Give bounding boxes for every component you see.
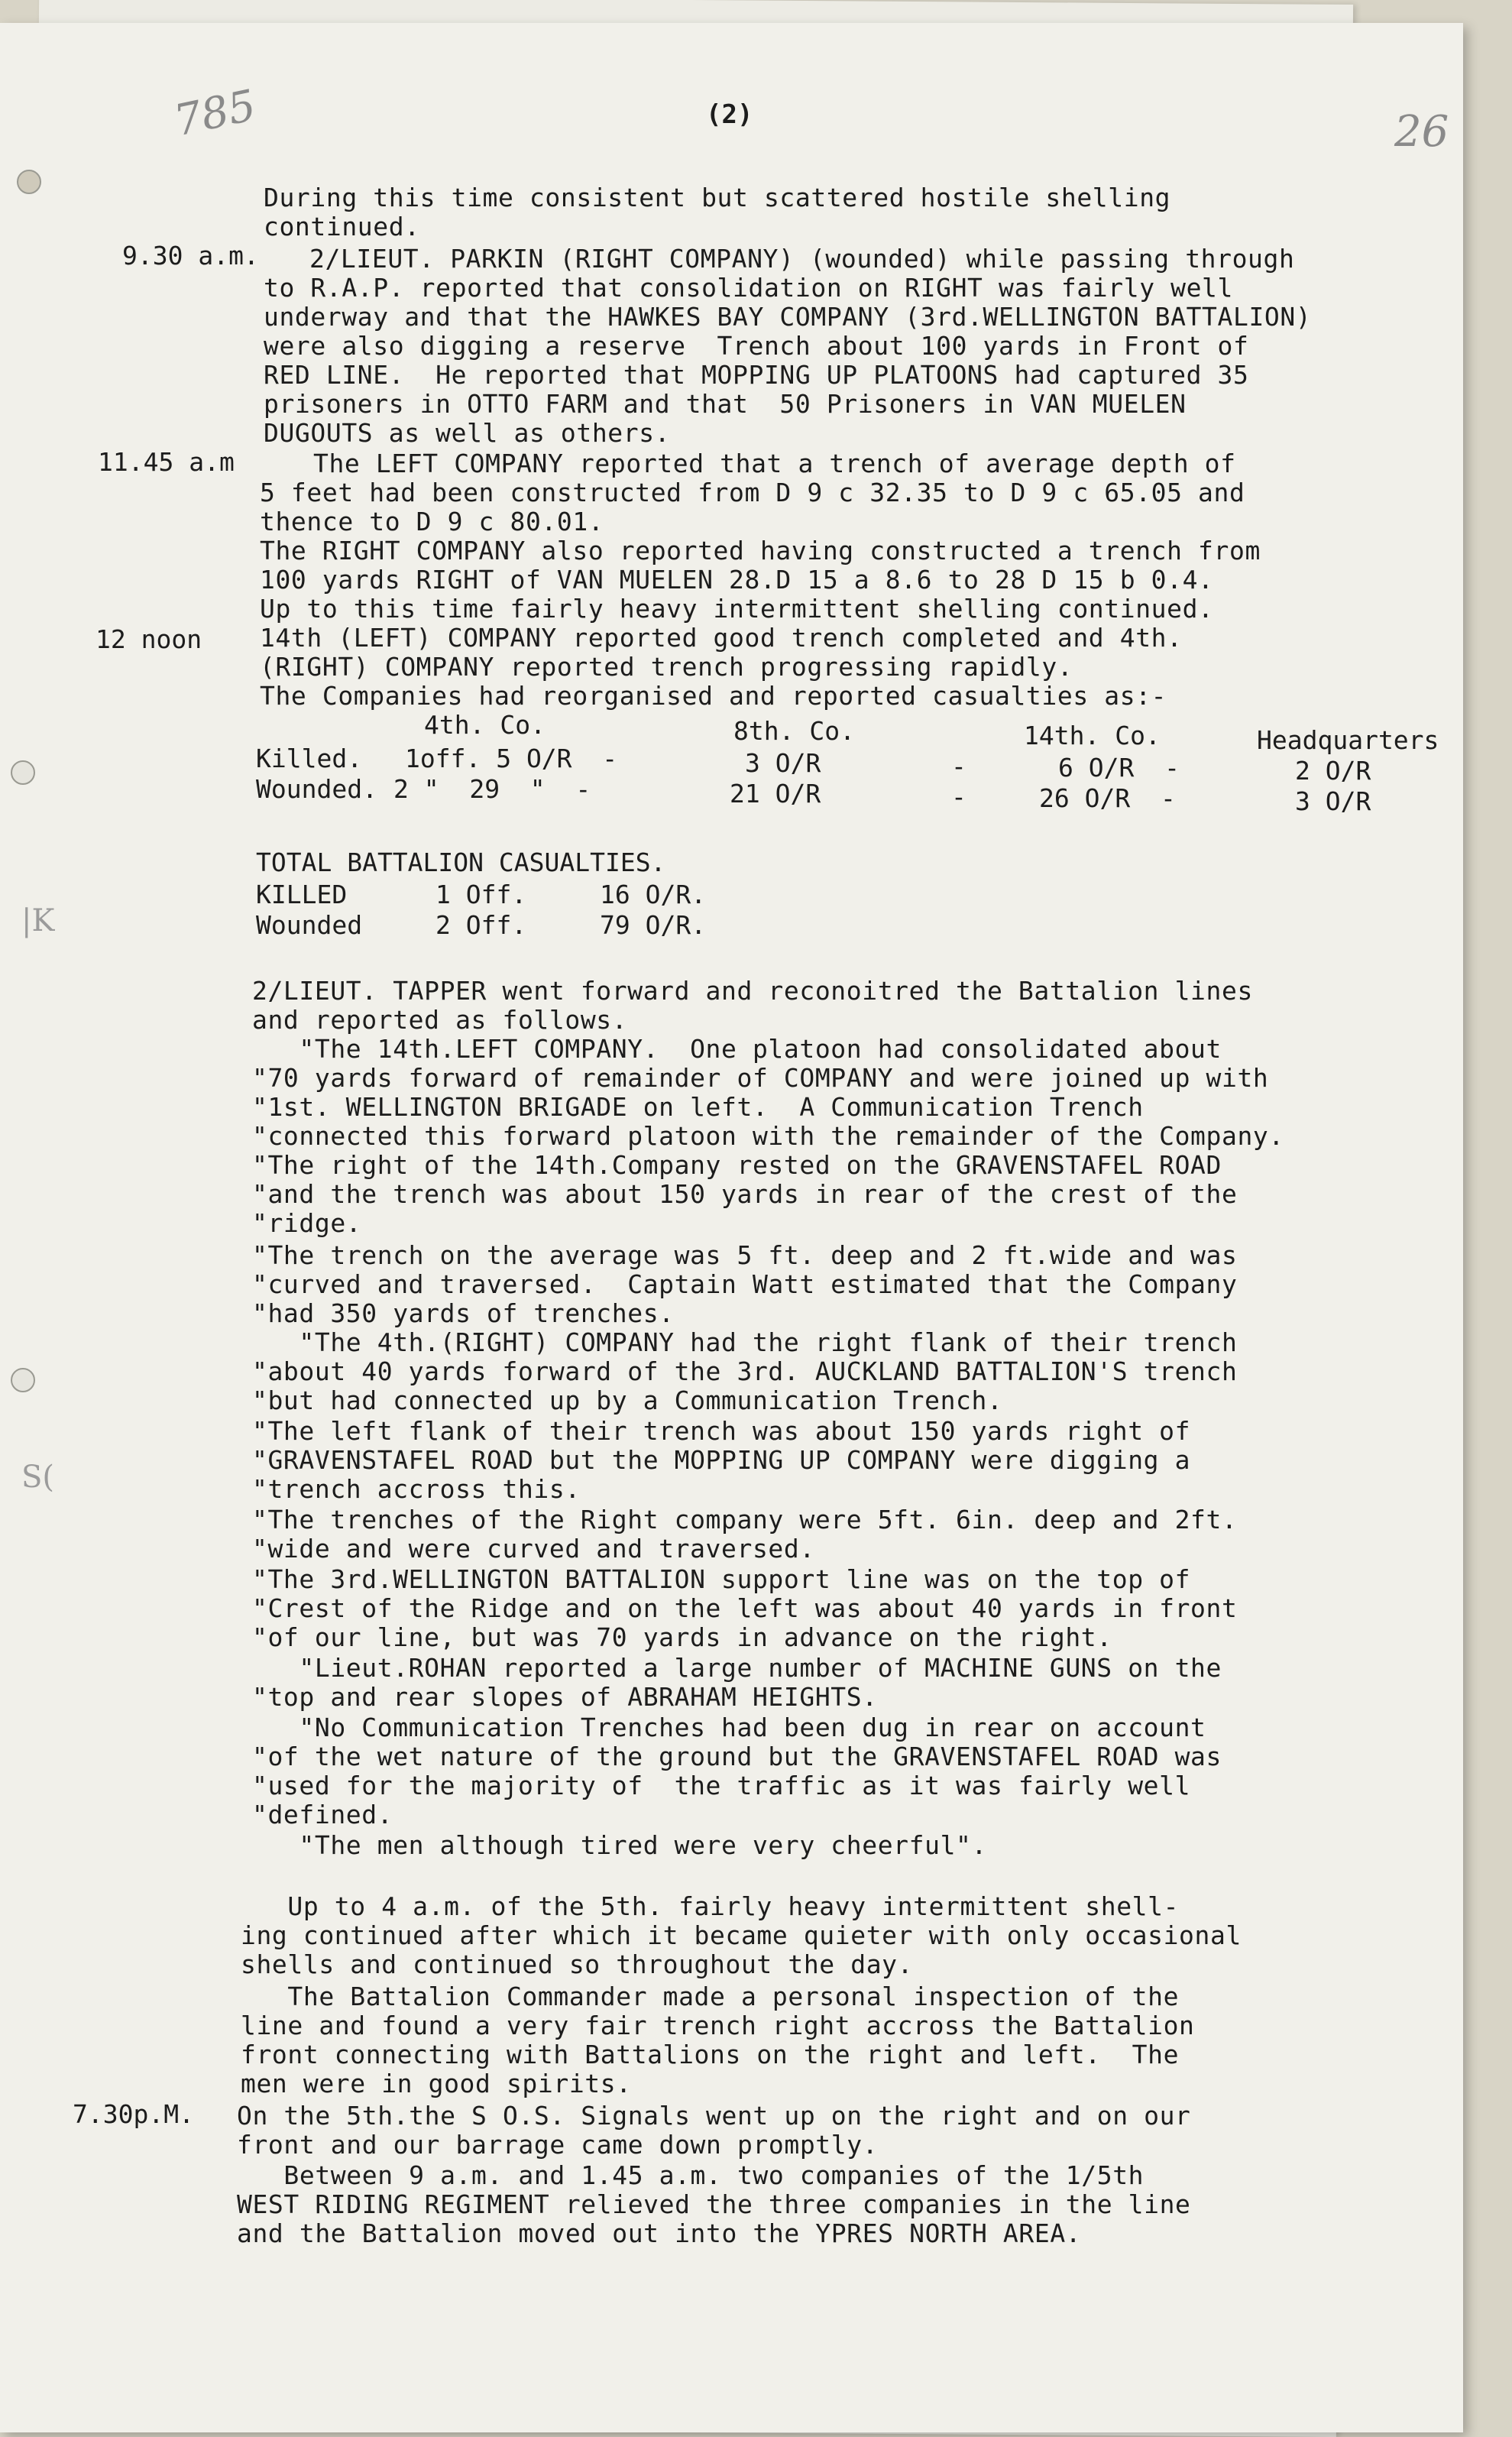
pencil-mark: |K	[21, 903, 55, 938]
totals-or: 16 O/R.	[600, 880, 707, 909]
text-line: 2/LIEUT. TAPPER went forward and reconoitred the Battalion lines	[252, 976, 1253, 1006]
text-line: line and found a very fair trench right accross the Battalion	[241, 2011, 1195, 2040]
handwritten-folio-right: 26	[1394, 107, 1449, 157]
casualty-header: Headquarters	[1257, 725, 1439, 755]
text-line: continued.	[264, 212, 420, 241]
text-line: WEST RIDING REGIMENT relieved the three companies in the line	[237, 2189, 1191, 2219]
pencil-mark: S(	[21, 1460, 55, 1495]
casualty-cell: 3 O/R	[745, 748, 821, 778]
punch-hole	[11, 760, 35, 785]
text-line: "Crest of the Ridge and on the left was about 40 yards in front	[252, 1593, 1238, 1623]
text-line: The LEFT COMPANY reported that a trench of average depth of	[313, 449, 1236, 478]
text-line: "The 3rd.WELLINGTON BATTALION support line was on the top of	[252, 1564, 1191, 1594]
text-line: thence to D 9 c 80.01.	[260, 507, 604, 536]
text-line: "The men although tired were very cheerful".	[252, 1830, 987, 1860]
text-line: "1st. WELLINGTON BRIGADE on left. A Communication Trench	[252, 1092, 1144, 1122]
text-line: "of our line, but was 70 yards in advance on the right.	[252, 1622, 1112, 1652]
text-line: "of the wet nature of the ground but the GRAVENSTAFEL ROAD was	[252, 1742, 1222, 1771]
text-line: "Lieut.ROHAN reported a large number of MACHINE GUNS on the	[252, 1653, 1222, 1683]
text-line: to R.A.P. reported that consolidation on RIGHT was fairly well	[264, 273, 1233, 303]
text-line: RED LINE. He reported that MOPPING UP PLATOONS had captured 35	[264, 360, 1249, 390]
entry-time: 11.45 a.m	[98, 447, 235, 477]
text-line: "but had connected up by a Communication Trench.	[252, 1385, 1003, 1415]
casualty-cell: 2 " 29 " -	[393, 774, 591, 804]
text-line: "connected this forward platoon with the remainder of the Company.	[252, 1121, 1284, 1151]
text-line: "defined.	[252, 1800, 393, 1829]
totals-row-label: Wounded	[256, 910, 363, 940]
text-line: "No Communication Trenches had been dug in rear on account	[252, 1713, 1206, 1742]
text-line: Up to this time fairly heavy intermittent shelling continued.	[260, 594, 1214, 624]
text-line: "The left flank of their trench was about 150 yards right of	[252, 1416, 1191, 1446]
text-line: ing continued after which it became quieter with only occasional	[241, 1920, 1242, 1950]
casualty-cell: 26 O/R -	[1039, 783, 1176, 813]
text-line: "about 40 yards forward of the 3rd. AUCKLAND BATTALION'S trench	[252, 1356, 1238, 1386]
text-line: "and the trench was about 150 yards in rear of the crest of the	[252, 1179, 1238, 1209]
casualty-cell: 6 O/R -	[1058, 753, 1180, 783]
casualty-header: 8th. Co.	[733, 716, 855, 746]
casualty-header: 14th. Co.	[1024, 721, 1161, 750]
casualty-cell: -	[951, 782, 966, 812]
casualty-cell: 2 O/R	[1295, 756, 1371, 786]
text-line: 5 feet had been constructed from D 9 c 32.35 to D 9 c 65.05 and	[260, 478, 1245, 507]
text-line: Between 9 a.m. and 1.45 a.m. two companies of the 1/5th	[237, 2160, 1145, 2190]
totals-title: TOTAL BATTALION CASUALTIES.	[256, 847, 666, 877]
text-line: underway and that the HAWKES BAY COMPANY (3rd.WELLINGTON BATTALION)	[264, 302, 1312, 332]
text-line: On the 5th.the S O.S. Signals went up on the right and on our	[237, 2101, 1191, 2131]
text-line: "The 14th.LEFT COMPANY. One platoon had consolidated about	[252, 1034, 1222, 1064]
totals-row-label: KILLED	[256, 880, 348, 909]
text-line: "The trenches of the Right company were 5ft. 6in. deep and 2ft.	[252, 1505, 1238, 1534]
text-line: 14th (LEFT) COMPANY reported good trench completed and 4th.	[260, 623, 1183, 653]
text-line: "GRAVENSTAFEL ROAD but the MOPPING UP COMPANY were digging a	[252, 1445, 1191, 1475]
text-line: "The 4th.(RIGHT) COMPANY had the right flank of their trench	[252, 1327, 1238, 1357]
text-line: shells and continued so throughout the day.	[241, 1949, 914, 1979]
text-line: 2/LIEUT. PARKIN (RIGHT COMPANY) (wounded) while passing through	[309, 244, 1295, 274]
text-line: "trench accross this.	[252, 1474, 581, 1504]
totals-or: 79 O/R.	[600, 910, 707, 940]
text-line: "curved and traversed. Captain Watt estimated that the Company	[252, 1269, 1238, 1299]
text-line: "used for the majority of the traffic as it was fairly well	[252, 1771, 1191, 1800]
punch-hole	[17, 170, 41, 194]
casualty-cell: -	[951, 751, 966, 781]
text-line: were also digging a reserve Trench about 100 yards in Front of	[264, 331, 1249, 361]
text-line: The Companies had reorganised and reported casualties as:-	[260, 681, 1167, 711]
text-line: Up to 4 a.m. of the 5th. fairly heavy intermittent shell-	[241, 1891, 1180, 1921]
casualty-cell: 21 O/R	[730, 779, 821, 809]
text-line: "wide and were curved and traversed.	[252, 1534, 815, 1564]
text-line: (RIGHT) COMPANY reported trench progressing rapidly.	[260, 652, 1073, 682]
punch-hole	[11, 1368, 35, 1392]
text-line: "top and rear slopes of ABRAHAM HEIGHTS.	[252, 1682, 878, 1712]
text-line: 100 yards RIGHT of VAN MUELEN 28.D 15 a 8.6 to 28 D 15 b 0.4.	[260, 565, 1214, 595]
text-line: front connecting with Battalions on the right and left. The	[241, 2040, 1180, 2069]
text-line: and reported as follows.	[252, 1005, 628, 1035]
text-line: During this time consistent but scattered hostile shelling	[264, 183, 1171, 212]
entry-time: 7.30p.M.	[73, 2099, 194, 2129]
entry-time: 9.30 a.m.	[122, 241, 259, 271]
page-number: (2)	[706, 99, 753, 130]
text-line: men were in good spirits.	[241, 2069, 632, 2098]
entry-time: 12 noon	[96, 624, 202, 654]
text-line: "The right of the 14th.Company rested on the GRAVENSTAFEL ROAD	[252, 1150, 1222, 1180]
text-line: The RIGHT COMPANY also reported having constructed a trench from	[260, 536, 1261, 566]
text-line: front and our barrage came down promptly.	[237, 2130, 879, 2160]
totals-off: 1 Off.	[435, 880, 527, 909]
text-line: DUGOUTS as well as others.	[264, 418, 671, 448]
text-line: prisoners in OTTO FARM and that 50 Prisoners in VAN MUELEN	[264, 389, 1187, 419]
text-line: The Battalion Commander made a personal inspection of the	[241, 1982, 1180, 2011]
casualty-row-label: Wounded.	[256, 774, 377, 804]
text-line: "had 350 yards of trenches.	[252, 1298, 675, 1328]
casualty-cell: 3 O/R	[1295, 786, 1371, 816]
document-page	[0, 23, 1463, 2432]
handwritten-folio-left: 785	[170, 80, 261, 147]
text-line: "70 yards forward of remainder of COMPANY and were joined up with	[252, 1063, 1269, 1093]
text-line: "The trench on the average was 5 ft. deep and 2 ft.wide and was	[252, 1240, 1238, 1270]
casualty-header: 4th. Co.	[424, 710, 546, 740]
text-line: and the Battalion moved out into the YPRES NORTH AREA.	[237, 2218, 1082, 2248]
casualty-row-label: Killed.	[256, 744, 363, 773]
casualty-cell: 1off. 5 O/R -	[405, 744, 618, 773]
totals-off: 2 Off.	[435, 910, 527, 940]
text-line: "ridge.	[252, 1208, 362, 1238]
